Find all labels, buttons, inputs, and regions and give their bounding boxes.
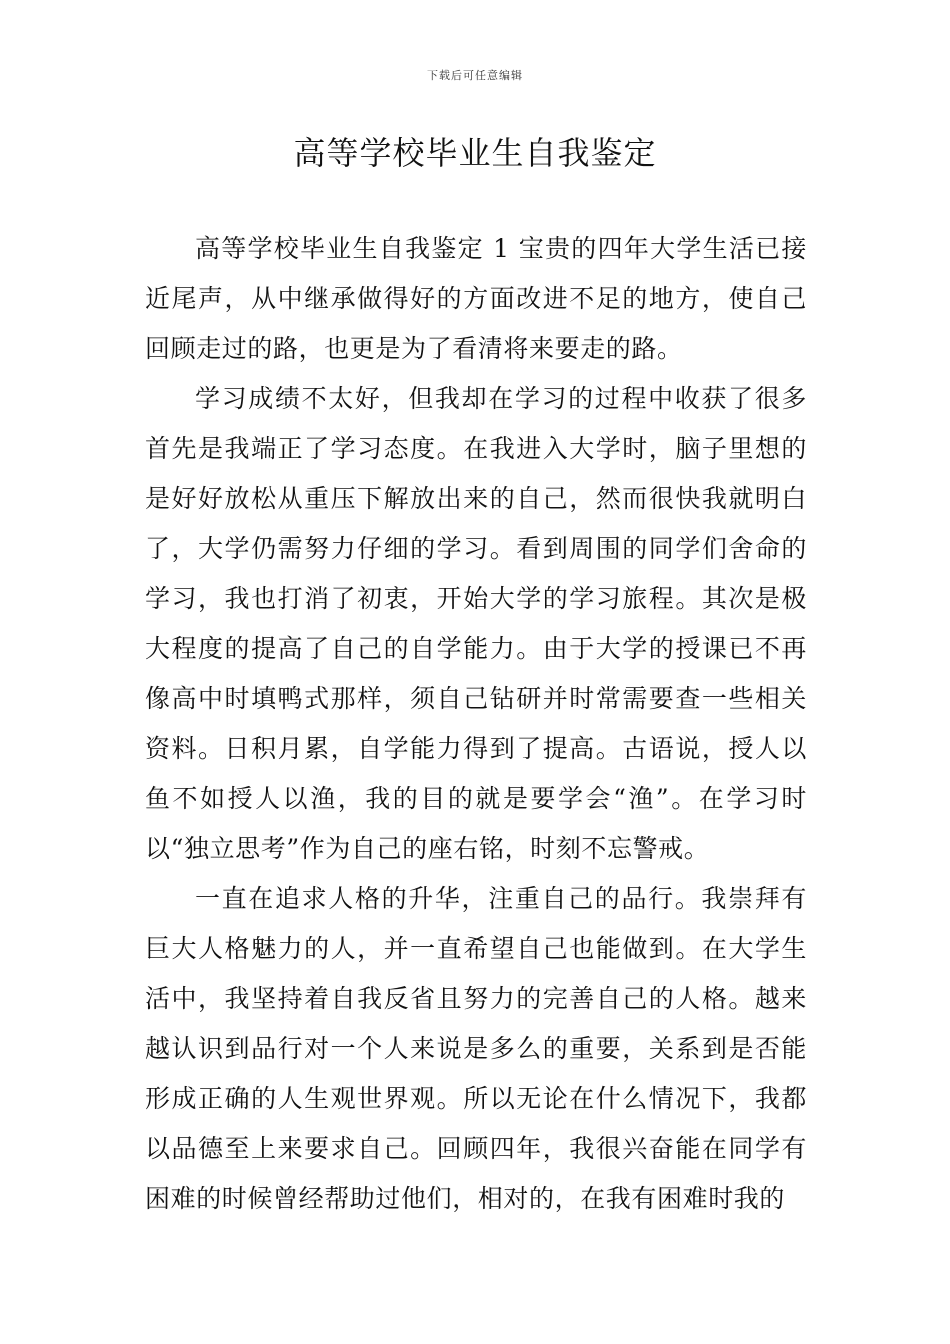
document-body <box>145 224 807 1224</box>
document-title: 高等学校毕业生自我鉴定 <box>293 134 657 172</box>
paragraph-character: 一直在追求人格的升华，注重自己的品行。我崇拜有巨大人格魅力的人，并一直希望自己也能做到。在大学生活中，我坚持着自我反省且努力的完善自己的人格。越来越认识到品行对一个人来说是多么的重要，关系到是否能形成正确的人生观世界观。所以无论在什么情况下，我都以品德至上来要求自己。回顾四年，我很兴奋能在同学有困难的时候曾经帮助过他们，相对的，在我有困难时我的 <box>145 884 807 1213</box>
paragraph-study: 学习成绩不太好，但我却在学习的过程中收获了很多首先是我端正了学习态度。在我进入大学时，脑子里想的是好好放松从重压下解放出来的自己，然而很快我就明白了，大学仍需努力仔细的学习。看到周围的同学们舍命的学习，我也打消了初衷，开始大学的学习旅程。其次是极大程度的提高了自己的自学能力。由于大学的授课已不再像高中时填鸭式那样，须自己钻研并时常需要查一些相关资料。日积月累，自学能力得到了提高。古语说，授人以鱼不如授人以渔，我的目的就是要学会“渔”。在学习时以“独立思考”作为自己的座右铭，时刻不忘警戒。 <box>145 384 807 863</box>
paragraph-intro: 高等学校毕业生自我鉴定 1 宝贵的四年大学生活已接近尾声，从中继承做得好的方面改进不足的地方，使自己回顾走过的路，也更是为了看清将来要走的路。 <box>145 234 807 363</box>
header-note: 下载后可任意编辑 <box>427 69 523 82</box>
